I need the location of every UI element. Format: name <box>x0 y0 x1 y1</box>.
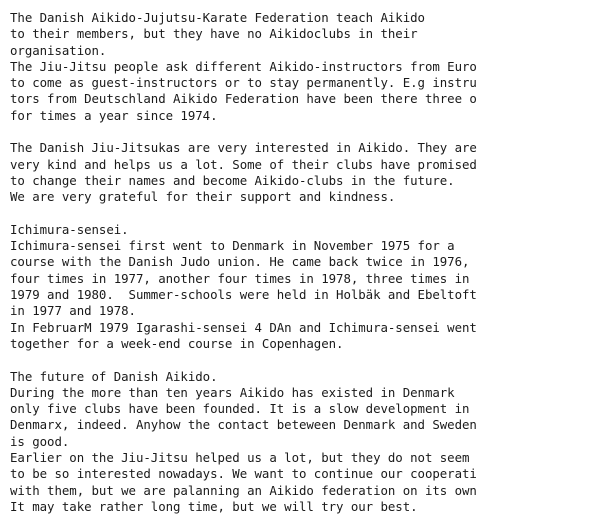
text-line: The Jiu-Jitsu people ask different Aikido-instructors from Euro <box>10 58 477 74</box>
text-line: Earlier on the Jiu-Jitsu helped us a lot, but they do not seem <box>10 450 470 466</box>
paragraph-gap <box>10 124 598 140</box>
text-line: In FebruarM 1979 Igarashi-sensei 4 DAn and Ichimura-sensei went <box>10 319 477 335</box>
section-heading: The future of Danish Aikido. <box>10 368 218 384</box>
text-line: in 1977 and 1978. <box>10 303 136 319</box>
paragraph-gap <box>10 206 598 222</box>
paragraph-future-of-danish-aikido <box>10 369 598 515</box>
text-line: The Danish Jiu-Jitsukas are very interested in Aikido. They are <box>10 140 477 156</box>
text-line: tors from Deutschland Aikido Federation have been there three o <box>10 91 477 107</box>
document-page <box>10 10 598 515</box>
text-line: course with the Danish Judo union. He came back twice in 1976, <box>10 254 470 270</box>
text-line: to be so interested nowadays. We want to continue our cooperati <box>10 466 477 482</box>
paragraph-ichimura-sensei <box>10 222 598 352</box>
text-line: together for a week-end course in Copenhagen. <box>10 335 344 351</box>
section-heading: Ichimura-sensei. <box>10 221 129 237</box>
text-line: We are very grateful for their support and kindness. <box>10 189 396 205</box>
text-line: very kind and helps us a lot. Some of their clubs have promised <box>10 156 477 172</box>
text-line: 1979 and 1980. Summer-schools were held in Holbäk and Ebeltoft <box>10 287 477 303</box>
paragraph-federation <box>10 10 598 124</box>
text-line: only five clubs have been founded. It is a slow development in <box>10 401 470 417</box>
text-line: to their members, but they have no Aikidoclubs in their <box>10 26 418 42</box>
text-line: Denmarx, indeed. Anyhow the contact beteween Denmark and Sweden <box>10 417 477 433</box>
text-line: for times a year since 1974. <box>10 107 218 123</box>
text-line: with them, but we are palanning an Aikido federation on its own <box>10 482 477 498</box>
text-line: The Danish Aikido-Jujutsu-Karate Federation teach Aikido <box>10 10 425 25</box>
paragraph-gap <box>10 352 598 368</box>
text-line: four times in 1977, another four times in 1978, three times in <box>10 270 470 286</box>
text-line: During the more than ten years Aikido has existed in Denmark <box>10 384 455 400</box>
text-line: is good. <box>10 433 70 449</box>
paragraph-jiujitsukas <box>10 140 598 205</box>
text-line: organisation. <box>10 42 107 58</box>
text-line: It may take rather long time, but we will try our best. <box>10 498 418 514</box>
text-line: to come as guest-instructors or to stay permanently. E.g instru <box>10 75 477 91</box>
text-line: to change their names and become Aikido-clubs in the future. <box>10 172 455 188</box>
text-line: Ichimura-sensei first went to Denmark in November 1975 for a <box>10 238 455 254</box>
